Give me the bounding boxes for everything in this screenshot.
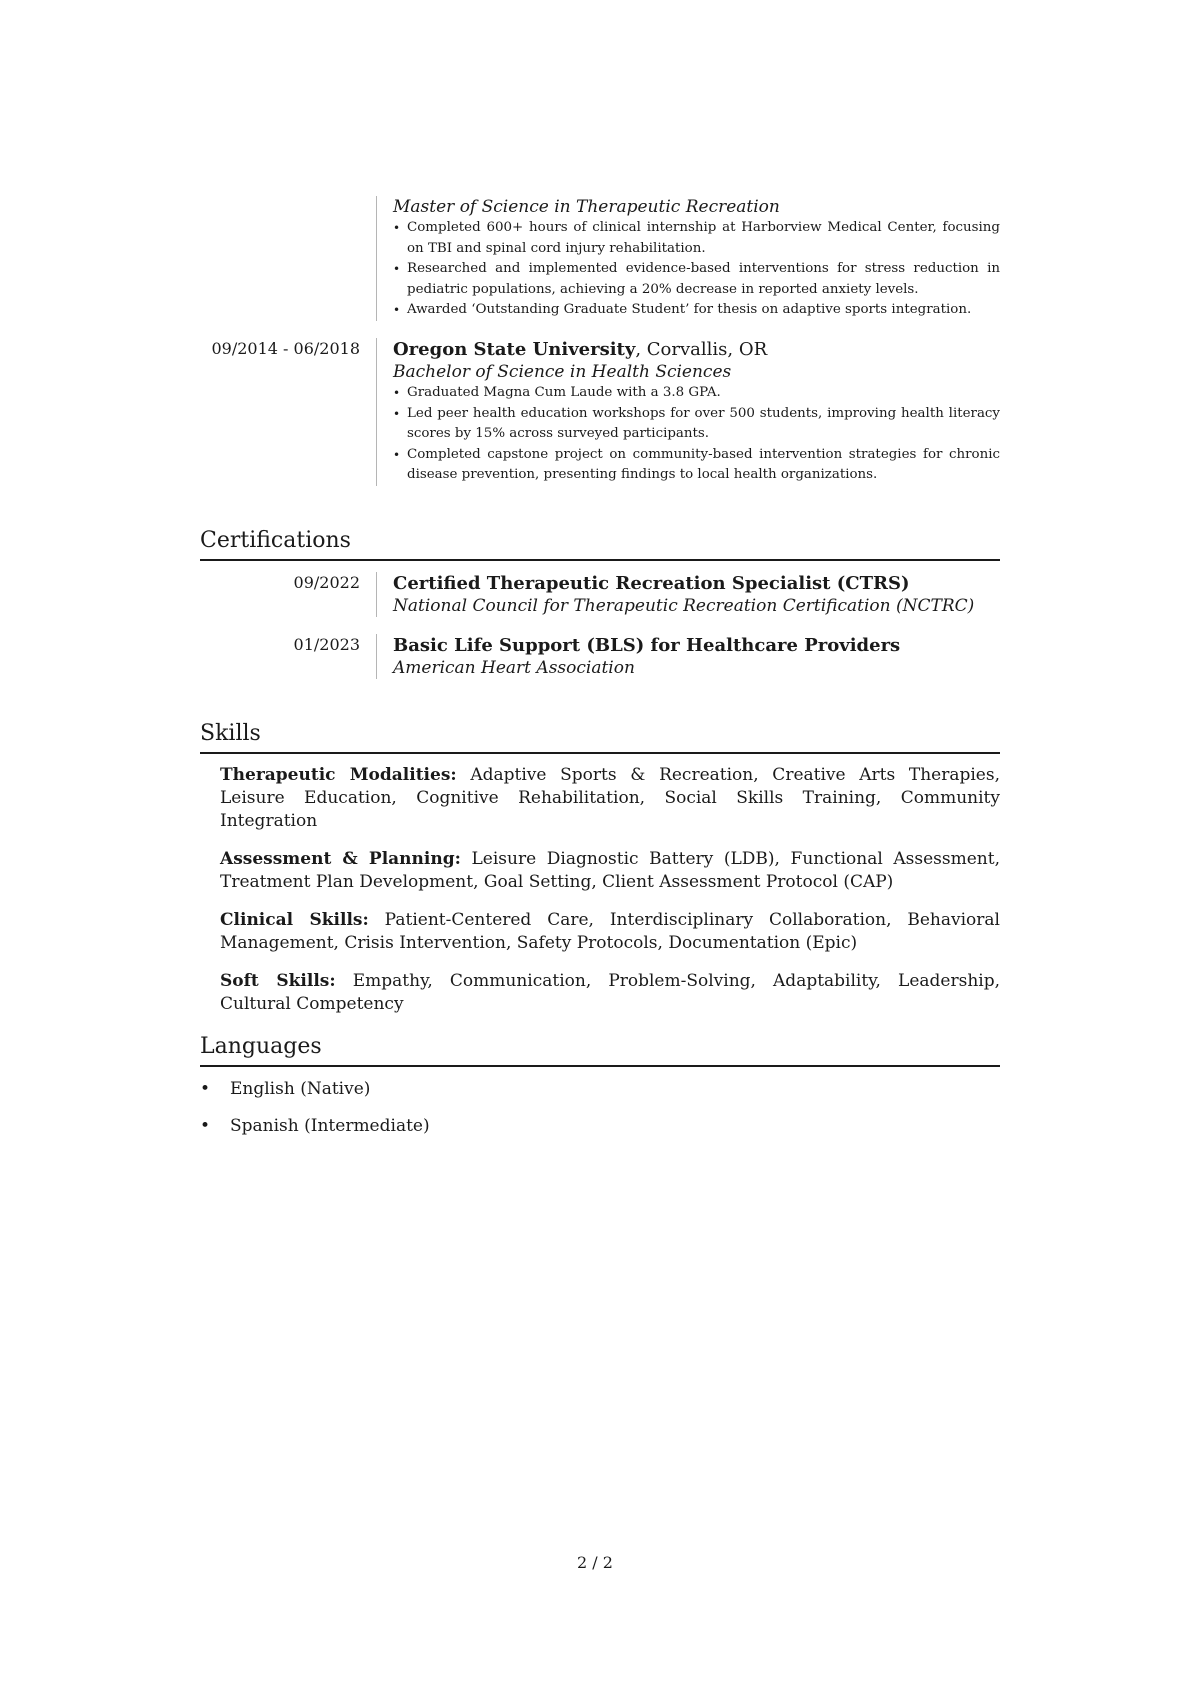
bullet-list [393,383,1000,486]
certification-issuer: National Council for Therapeutic Recreation Certification (NCTRC) [393,596,975,616]
entry-body [376,338,1000,486]
skill-group [220,764,1000,833]
institution-name: Oregon State University [393,339,636,360]
institution-line [393,338,1000,361]
education-entry-bachelors [200,338,1000,486]
entry-body [376,572,1000,617]
skill-label: Soft Skills: [220,971,336,991]
skill-label: Assessment & Planning: [220,849,461,869]
skill-text: Leisure Diagnostic Battery (LDB), Functional Assessment, Treatment Plan Development, Goal Setting, Client Assessment Protocol (CAP) [220,849,1000,892]
certification-name-text: Certified Therapeutic Recreation Specialist (CTRS) [393,573,910,594]
degree-title: Master of Science in Therapeutic Recreation [393,197,780,217]
skill-label: Clinical Skills: [220,910,369,930]
list-item: • Completed 600+ hours of clinical internship at Harborview Medical Center, focusing on TBI and spinal cord injury rehabilitation. [393,218,1000,259]
certification-entry [200,634,1000,679]
entry-body [376,196,1000,321]
skills-list [220,764,1000,1031]
education-entry-masters [200,196,1000,321]
skill-group [220,909,1000,955]
degree-title: Bachelor of Science in Health Sciences [393,362,732,382]
bullet-list [393,218,1000,321]
skill-group [220,970,1000,1016]
skill-text: Patient-Centered Care, Interdisciplinary Collaboration, Behavioral Management, Crisis Intervention, Safety Protocols, Documentation (Epic) [220,910,1000,953]
page-number: 2 / 2 [577,1553,613,1572]
entry-date: 09/2014 - 06/2018 [211,339,360,358]
list-item: • Completed capstone project on community-based intervention strategies for chronic disease prevention, presenting findings to local health organizations. [393,445,1000,486]
certification-issuer: American Heart Association [393,658,635,678]
certification-name [393,634,1000,657]
certification-entry [200,572,1000,617]
entry-date [200,196,376,321]
list-item: • Awarded ‘Outstanding Graduate Student’ for thesis on adaptive sports integration. [393,300,1000,321]
list-item: • Researched and implemented evidence-based interventions for stress reduction in pediatric populations, achieving a 20% decrease in reported anxiety levels. [393,259,1000,300]
entry-date: 09/2022 [293,573,360,592]
section-title-certifications: Certifications [200,527,1000,561]
section-title-languages: Languages [200,1033,1000,1067]
list-item: • English (Native) [200,1078,1000,1101]
list-item: • Spanish (Intermediate) [200,1115,1000,1138]
list-item: • Led peer health education workshops for over 500 students, improving health literacy scores by 15% across surveyed participants. [393,404,1000,445]
skill-text: Empathy, Communication, Problem-Solving, Adaptability, Leadership, Cultural Competency [220,971,1000,1014]
skill-label: Therapeutic Modalities: [220,765,457,785]
certification-name-text: Basic Life Support (BLS) for Healthcare Providers [393,635,901,656]
languages-list [200,1078,1000,1152]
skill-text: Adaptive Sports & Recreation, Creative Arts Therapies, Leisure Education, Cognitive Rehabilitation, Social Skills Training, Community Integration [220,765,1000,831]
certification-name [393,572,1000,595]
institution-location: , Corvallis, OR [635,339,768,360]
skill-group [220,848,1000,894]
entry-body [376,634,1000,679]
list-item: • Graduated Magna Cum Laude with a 3.8 GPA. [393,383,1000,404]
entry-date: 01/2023 [293,635,360,654]
section-title-skills: Skills [200,720,1000,754]
